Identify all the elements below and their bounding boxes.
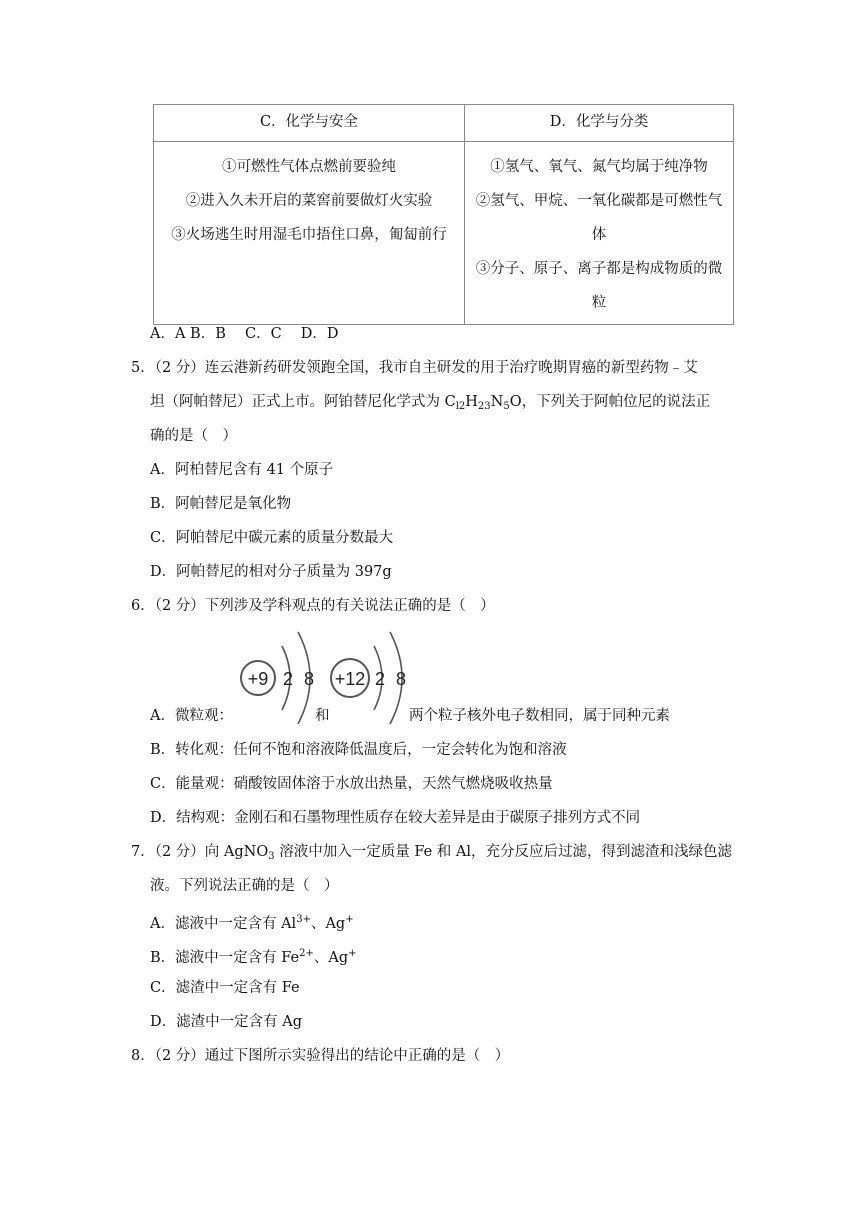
atom2-shell-2: 8 bbox=[395, 669, 407, 689]
q7-option-b: B．滤液中一定含有 $Fe^{2+}$、Ag+ bbox=[150, 948, 357, 966]
q5-option-c: C．阿帕替尼中碳元素的质量分数最大 bbox=[150, 530, 394, 546]
q7-option-a: A．滤液中一定含有 $Al^{3+}$、Ag+ bbox=[150, 914, 354, 932]
q4-options: A．A B．B C．C D．D bbox=[150, 326, 339, 342]
q6-option-a-text: 两个粒子核外电子数相同，属于同种元素 bbox=[409, 708, 670, 724]
magnesium-ion-diagram bbox=[331, 632, 406, 724]
q6-option-c: C．能量观：硝酸铵固体溶于水放出热量，天然气燃烧吸收热量 bbox=[150, 776, 553, 792]
atom2-shell-1: 2 bbox=[374, 669, 386, 689]
d-item-2: ②氢气、甲烷、一氧化碳都是可燃性气体 bbox=[475, 193, 723, 243]
q6-option-b: B．转化观：任何不饱和溶液降低温度后，一定会转化为饱和溶液 bbox=[150, 742, 567, 758]
q7-option-d: D．滤渣中一定含有 Ag bbox=[150, 1014, 302, 1030]
q8-stem: 8．（2 分）通过下图所示实验得出的结论中正确的是（ ） bbox=[131, 1048, 510, 1064]
q7-option-c: C．滤渣中一定含有 Fe bbox=[150, 980, 300, 996]
table-cell-c bbox=[154, 142, 465, 325]
table-header-d: D．化学与分类 bbox=[465, 105, 734, 142]
atom1-shell-2: 8 bbox=[303, 669, 315, 689]
d-item-3: ③分子、原子、离子都是构成物质的微粒 bbox=[475, 261, 723, 311]
q5-option-d: D．阿帕替尼的相对分子质量为 397g bbox=[150, 564, 392, 580]
q6-option-a-and: 和 bbox=[315, 708, 330, 724]
q5-stem-line1: 5．（2 分）连云港新药研发领跑全国，我市自主研发的用于治疗晚期胃癌的新型药物﹣艾 bbox=[131, 360, 698, 376]
q5-stem-line3: 确的是（ ） bbox=[150, 428, 237, 444]
q6-option-a-prefix: A．微粒观： bbox=[150, 708, 233, 724]
topic-table bbox=[153, 104, 734, 325]
c-item-3: ③火场逃生时用湿毛巾捂住口鼻，匍匐前行 bbox=[171, 227, 447, 243]
atom1-shell-1: 2 bbox=[282, 669, 294, 689]
c-item-2: ②进入久未开启的菜窖前要做灯火实验 bbox=[185, 193, 433, 209]
q5-stem-line2: 坦（阿帕替尼）正式上市。阿铂替尼化学式为 $C_{l2}H_{23}N_5O$，下列关于阿帕位尼的说法正 bbox=[150, 394, 711, 412]
c-item-1: ①可燃性气体点燃前要验纯 bbox=[222, 159, 396, 175]
q7-stem-line2: 液。下列说法正确的是（ ） bbox=[150, 878, 339, 894]
q6-option-d: D．结构观：金刚石和石墨物理性质存在较大差异是由于碳原子排列方式不同 bbox=[150, 810, 641, 826]
fluorine-ion-diagram bbox=[241, 632, 314, 724]
d-item-1: ①氢气、氧气、氮气均属于纯净物 bbox=[490, 159, 708, 175]
atom2-nucleus: +12 bbox=[334, 669, 366, 689]
q7-stem-line1: 7．（2 分）向 AgNO$_3$ 溶液中加入一定质量 Fe 和 Al，充分反应后过滤，得到滤渣和浅绿色滤 bbox=[131, 844, 733, 862]
table-cell-d bbox=[465, 142, 734, 325]
q5-option-b: B．阿帕替尼是氧化物 bbox=[150, 496, 292, 512]
q6-stem: 6．（2 分）下列涉及学科观点的有关说法正确的是（ ） bbox=[131, 598, 495, 614]
atom1-nucleus: +9 bbox=[247, 669, 269, 689]
q5-option-a: A．阿柏替尼含有 41 个原子 bbox=[150, 462, 334, 478]
table-header-c: C．化学与安全 bbox=[154, 105, 465, 142]
